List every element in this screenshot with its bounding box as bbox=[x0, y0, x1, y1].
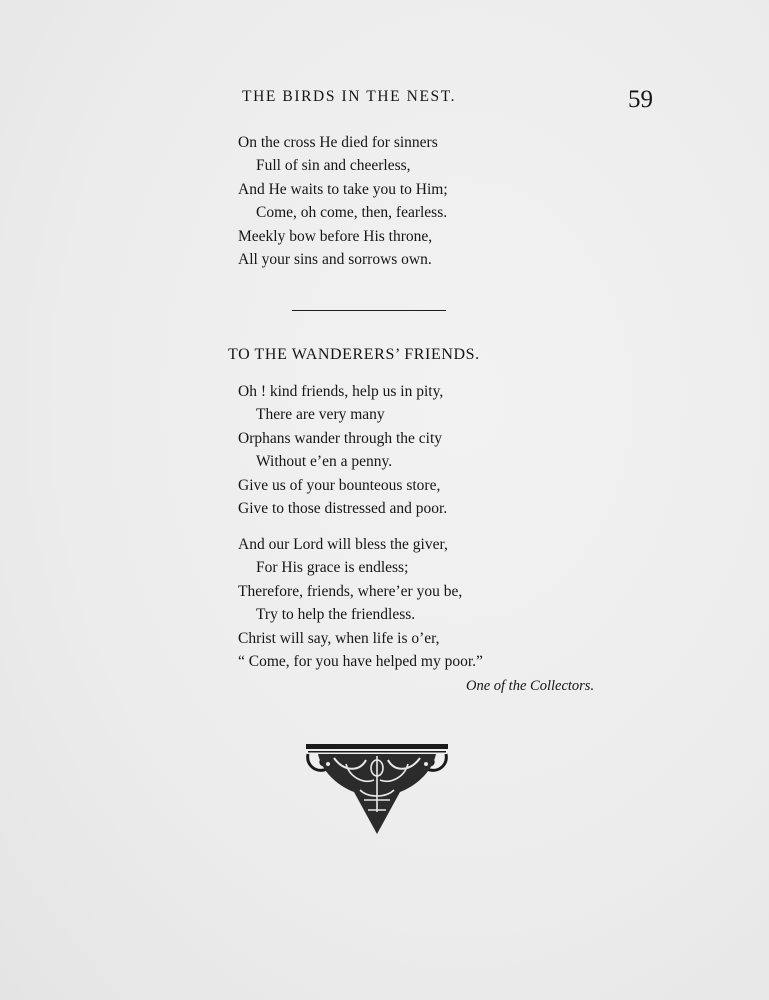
poem-line: Give us of your bounteous store, bbox=[238, 476, 441, 494]
poem-line: “ Come, for you have helped my poor.” bbox=[238, 652, 483, 670]
poem-line: There are very many bbox=[256, 406, 385, 424]
attribution: One of the Collectors. bbox=[466, 678, 595, 694]
poem-line: Oh ! kind friends, help us in pity, bbox=[238, 383, 444, 400]
poem-line: Try to help the friendless. bbox=[256, 606, 416, 624]
poem-stanza-2 bbox=[238, 380, 447, 520]
poem-line: Come, oh come, then, fearless. bbox=[256, 204, 448, 222]
poem-line: Give to those distressed and poor. bbox=[238, 499, 448, 517]
poem-title: TO THE WANDERERS’ FRIENDS. bbox=[228, 346, 480, 363]
poem-line: On the cross He died for sinners bbox=[238, 134, 438, 151]
poem-line: All your sins and sorrows own. bbox=[238, 250, 432, 268]
poem-line: Full of sin and cheerless, bbox=[256, 157, 411, 175]
poem-line: Orphans wander through the city bbox=[238, 429, 443, 447]
poem-line: Christ will say, when life is o’er, bbox=[238, 629, 440, 647]
floral-tailpiece-icon bbox=[304, 742, 450, 838]
page-number: 59 bbox=[628, 86, 653, 113]
running-head: THE BIRDS IN THE NEST. bbox=[242, 88, 457, 105]
poem-line: Therefore, friends, where’er you be, bbox=[238, 582, 463, 600]
poem-line: And our Lord will bless the giver, bbox=[238, 536, 448, 553]
section-divider-rule bbox=[292, 310, 446, 311]
poem-line: Meekly bow before His throne, bbox=[238, 227, 433, 245]
poem-stanza-1 bbox=[238, 131, 448, 271]
poem-line: And He waits to take you to Him; bbox=[238, 180, 448, 198]
poem-line: For His grace is endless; bbox=[256, 559, 409, 577]
poem-line: Without e’en a penny. bbox=[256, 453, 393, 471]
poem-stanza-3 bbox=[238, 533, 483, 673]
